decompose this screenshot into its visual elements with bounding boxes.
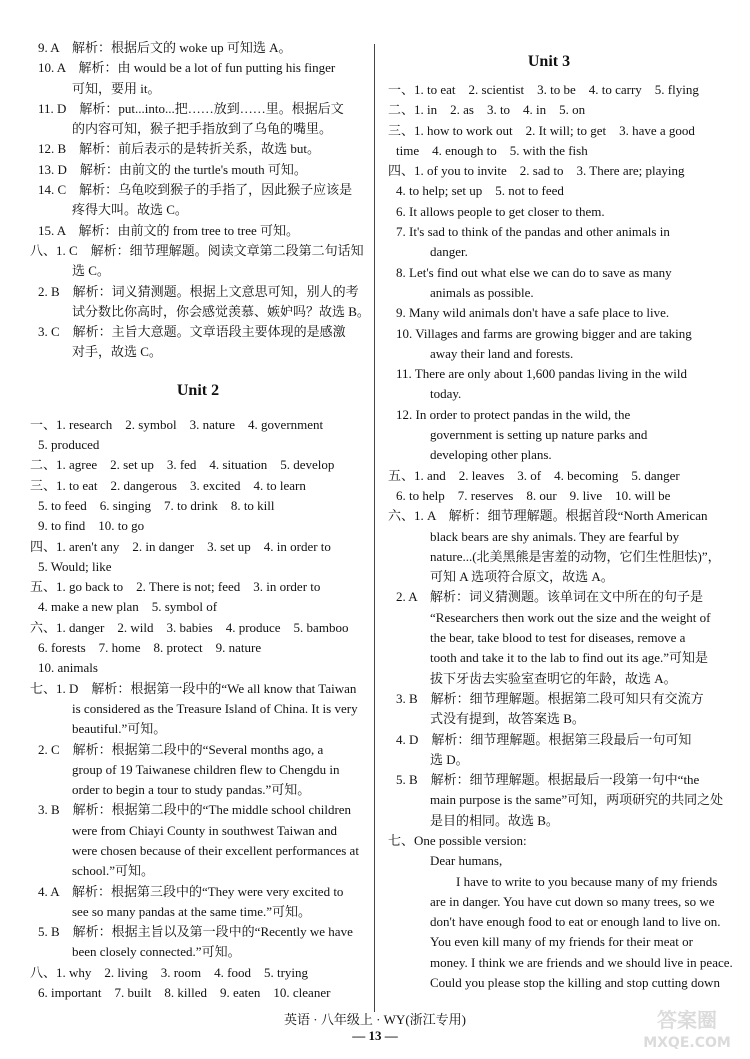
text-line: 5. produced [38,437,100,453]
text-line: is considered as the Treasure Island of China. It is very [72,700,358,716]
text-line: 9. to find 10. to go [38,518,145,534]
text-line: were from Chiayi County in southwest Taiwan and [72,822,337,838]
text-line: 二、1. agree 2. set up 3. fed 4. situation 5. develop [30,457,335,473]
text-line: tooth and take it to the lab to find out its age.”可知是 [430,650,709,666]
text-line: been closely connected.”可知。 [72,944,241,960]
text-line: 六、1. danger 2. wild 3. babies 4. produce 5. bamboo [30,619,349,635]
text-line: beautiful.”可知。 [72,721,167,737]
text-line: today. [430,386,462,402]
text-line: “Researchers then work out the size and the weight of [430,609,711,625]
text-line: away their land and forests. [430,345,574,361]
text-line: 3. C 解析：主旨大意题。文章语段主要体现的是感激 [38,324,346,340]
page-number: — 13 — [352,1028,398,1043]
text-line: 7. It's sad to think of the pandas and other animals in [396,224,670,240]
text-line: 2. A 解析：词义猜测题。该单词在文中所在的句子是 [396,589,703,605]
text-line: Could you please stop the killing and stop cutting down [430,975,720,991]
svg-text:MXQE.COM: MXQE.COM [643,1035,731,1051]
text-line: 11. There are only about 1,600 pandas living in the wild [396,366,687,382]
text-line: Dear humans, [430,853,503,869]
text-line: 四、1. of you to invite 2. sad to 3. There are; playing [388,163,685,179]
text-line: 疼得大叫。故选 C。 [72,202,188,218]
text-line: 6. forests 7. home 8. protect 9. nature [38,640,262,656]
right-column [388,38,733,993]
text-line: 一、1. to eat 2. scientist 3. to be 4. to carry 5. flying [388,82,699,97]
text-line: don't have enough food to eat or enough land to live on. [430,914,721,930]
text-line: 七、1. D 解析：根据第一段中的“We all know that Taiwan [30,680,357,696]
text-line: 12. B 解析：前后表示的是转折关系，故选 but。 [38,141,321,157]
text-line: were chosen because of their excellent performances at [72,842,359,858]
text-line: 14. C 解析：乌龟咬到猴子的手指了，因此猴子应该是 [38,182,353,198]
text-line: 是目的相同。故选 B。 [430,812,559,828]
text-line: 三、1. to eat 2. dangerous 3. excited 4. to learn [30,477,306,493]
text-line: 6. to help 7. reserves 8. our 9. live 10. will be [396,487,671,503]
text-line: 9. A 解析：根据后文的 woke up 可知选 A。 [38,40,292,55]
text-line: danger. [430,244,468,260]
text-line: 选 C。 [72,263,110,279]
text-line: 八、1. C 解析：细节理解题。阅读文章第二段第二句话知 [30,242,364,258]
footer-book-title: 英语 · 八年级上 · WY(浙江专用) [284,1012,466,1027]
text-line: 拔下牙齿去实验室查明它的年龄，故选 A。 [430,670,677,686]
text-line: 可知，要用 it。 [72,80,161,96]
text-line: 11. D 解析：put...into...把……放到……里。根据后文 [38,100,344,116]
text-line: animals as possible. [430,284,534,300]
text-line: 10. animals [38,660,98,676]
column-divider [374,44,375,1012]
text-line: 5. B 解析：根据主旨以及第一段中的“Recently we have [38,924,353,940]
text-line: nature...(北美黑熊是害羞的动物，它们生性胆怯)”， [430,548,721,564]
text-line: 5. to feed 6. singing 7. to drink 8. to kill [38,497,275,513]
text-line: money. I think we are friends and we should live in peace. [430,954,733,970]
text-line: 6. It allows people to get closer to them. [396,203,605,219]
left-column [30,38,370,1003]
text-line: 对手，故选 C。 [72,344,162,360]
text-line: order to begin a tour to study pandas.”可知。 [72,782,311,798]
text-line: 六、1. A 解析：细节理解题。根据首段“North American [388,508,708,524]
text-line: 4. D 解析：细节理解题。根据第三段最后一句可知 [396,731,692,747]
text-line: 二、1. in 2. as 3. to 4. in 5. on [388,102,586,118]
text-line: are in danger. You have cut down so many trees, so we [430,893,715,909]
text-line: 12. In order to protect pandas in the wild, the [396,406,631,422]
text-line: group of 19 Taiwanese children flew to Chengdu in [72,761,340,777]
text-line: 式没有提到，故答案选 B。 [430,711,585,727]
section-heading: Unit 2 [176,381,220,399]
text-line: see so many pandas at the same time.”可知。 [72,903,311,919]
text-line: 可知 A 选项符合原文，故选 A。 [430,569,614,585]
text-line: 选 D。 [430,751,469,767]
text-line: black bears are shy animals. They are fearful by [430,528,680,544]
text-line: 5. Would; like [38,558,112,574]
text-line: 3. B 解析：根据第二段中的“The middle school children [38,802,352,818]
watermark-logo [632,1001,742,1053]
text-line: 9. Many wild animals don't have a safe place to live. [396,305,670,321]
text-line: 10. A 解析：由 would be a lot of fun putting his finger [38,60,336,76]
text-line: developing other plans. [430,447,552,463]
text-line: 七、One possible version: [388,832,527,848]
text-line: government is setting up nature parks and [430,427,648,443]
text-line: 8. Let's find out what else we can do to save as many [396,264,672,280]
text-line: 一、1. research 2. symbol 3. nature 4. government [30,416,324,432]
text-line: 八、1. why 2. living 3. room 4. food 5. trying [30,964,309,980]
text-line: 2. B 解析：词义猜测题。根据上文意思可知，别人的考 [38,283,359,299]
text-line: 的内容可知，猴子把手指放到了乌龟的嘴里。 [72,121,333,137]
text-line: 三、1. how to work out 2. It will; to get 3. have a good [388,122,695,138]
text-line: 五、1. go back to 2. There is not; feed 3. in order to [30,579,321,595]
text-line: main purpose is the same”可知，两项研究的共同之处 [430,792,724,808]
text-line: I have to write to you because many of my friends [430,873,718,889]
text-line: 5. B 解析：细节理解题。根据最后一段第一句中“the [396,772,700,788]
section-heading: Unit 3 [527,53,571,70]
svg-text:答案圈: 答案圈 [657,1008,717,1032]
text-line: 4. make a new plan 5. symbol of [38,599,218,615]
text-line: 试分数比你高时，你会感觉羡慕、嫉妒吗？故选 B。 [72,303,370,319]
text-line: 15. A 解析：由前文的 from tree to tree 可知。 [38,222,300,238]
text-line: 五、1. and 2. leaves 3. of 4. becoming 5. danger [388,467,680,483]
text-line: 10. Villages and farms are growing bigger and are taking [396,325,692,341]
text-line: 4. to help; set up 5. not to feed [396,183,564,199]
text-line: 6. important 7. built 8. killed 9. eaten 10. cleaner [38,985,331,1001]
text-line: 四、1. aren't any 2. in danger 3. set up 4. in order to [30,538,331,554]
text-line: 3. B 解析：细节理解题。根据第二段可知只有交流方 [396,690,704,706]
text-line: 4. A 解析：根据第三段中的“They were very excited to [38,883,344,899]
text-line: 13. D 解析：由前文的 the turtle's mouth 可知。 [38,161,307,177]
text-line: time 4. enough to 5. with the fish [396,142,588,158]
text-line: 2. C 解析：根据第二段中的“Several months ago, a [38,741,324,757]
text-line: school.”可知。 [72,863,154,879]
text-line: You even kill many of my friends for their meat or [430,934,693,950]
text-line: the bear, take blood to test for diseases, remove a [430,630,686,646]
